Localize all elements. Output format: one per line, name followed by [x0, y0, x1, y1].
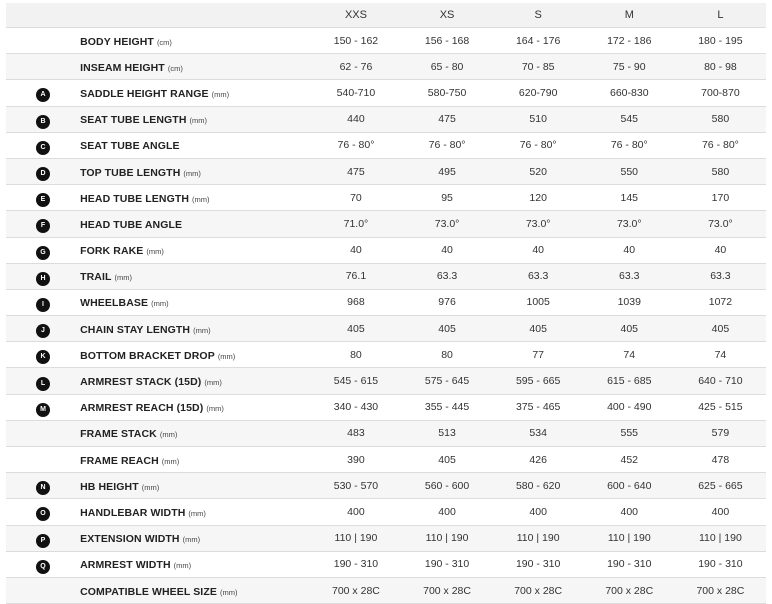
value-cell-xs: 355 - 445	[402, 394, 493, 420]
badge-cell	[6, 551, 80, 577]
value-cell-xs: 76 - 80°	[402, 132, 493, 158]
measurement-unit: (mm)	[151, 299, 169, 309]
badge-cell	[6, 420, 80, 446]
measurement-label-cell	[80, 499, 310, 525]
value-cell-xxs: 390	[310, 447, 401, 473]
value-cell-l: 190 - 310	[675, 551, 766, 577]
value-cell-m: 400 - 490	[584, 394, 675, 420]
measurement-label-cell	[80, 447, 310, 473]
table-row	[6, 525, 766, 551]
measurement-label-cell	[80, 420, 310, 446]
measurement-unit: (mm)	[183, 168, 201, 178]
value-cell-xs: 495	[402, 158, 493, 184]
value-cell-xs: 73.0°	[402, 211, 493, 237]
measurement-label-cell	[80, 80, 310, 106]
value-cell-xxs: 110 | 190	[310, 525, 401, 551]
measurement-letter-badge: B	[36, 115, 50, 129]
measurement-label-cell	[80, 106, 310, 132]
measurement-label: ARMREST REACH (15D)	[80, 402, 204, 415]
size-header-xxs: XXS	[310, 3, 401, 28]
table-row	[6, 577, 766, 603]
table-row	[6, 158, 766, 184]
measurement-unit: (mm)	[182, 535, 201, 545]
table-row	[6, 394, 766, 420]
table-row	[6, 28, 766, 54]
value-cell-xxs: 76 - 80°	[310, 132, 401, 158]
value-cell-l: 1072	[675, 289, 766, 315]
measurement-label-cell	[80, 525, 310, 551]
value-cell-s: 40	[493, 237, 584, 263]
badge-cell	[6, 158, 80, 184]
measurement-label-cell	[80, 185, 310, 211]
size-header-row	[6, 3, 766, 28]
measurement-letter-badge: I	[36, 298, 50, 312]
value-cell-xxs: 483	[310, 420, 401, 446]
value-cell-s: 77	[493, 342, 584, 368]
value-cell-l: 73.0°	[675, 211, 766, 237]
value-cell-l: 640 - 710	[675, 368, 766, 394]
value-cell-l: 625 - 665	[675, 473, 766, 499]
value-cell-l: 76 - 80°	[675, 132, 766, 158]
value-cell-m: 73.0°	[584, 211, 675, 237]
measurement-letter-badge: H	[36, 272, 50, 286]
measurement-unit: (mm)	[146, 247, 164, 257]
measurement-letter-badge: E	[36, 193, 50, 207]
measurement-label-cell	[80, 211, 310, 237]
value-cell-xs: 400	[402, 499, 493, 525]
measurement-label: TOP TUBE LENGTH	[80, 166, 181, 179]
measurement-label-cell	[80, 158, 310, 184]
badge-cell	[6, 211, 80, 237]
badge-cell	[6, 577, 80, 603]
badge-cell	[6, 316, 80, 342]
measurement-letter-badge: C	[36, 141, 50, 155]
badge-cell	[6, 368, 80, 394]
measurement-label: COMPATIBLE WHEEL SIZE	[80, 585, 217, 598]
value-cell-xs: 475	[402, 106, 493, 132]
measurement-label: FORK RAKE	[80, 245, 144, 258]
measurement-unit: (mm)	[193, 325, 211, 335]
value-cell-s: 120	[493, 185, 584, 211]
value-cell-xxs: 340 - 430	[310, 394, 401, 420]
badge-cell	[6, 28, 80, 54]
value-cell-xs: 110 | 190	[402, 525, 493, 551]
badge-cell	[6, 263, 80, 289]
value-cell-l: 580	[675, 106, 766, 132]
value-cell-m: 400	[584, 499, 675, 525]
value-cell-s: 190 - 310	[493, 551, 584, 577]
measurement-unit: (mm)	[211, 89, 230, 99]
value-cell-xxs: 80	[310, 342, 401, 368]
value-cell-l: 700 x 28C	[675, 577, 766, 603]
measurement-label: SEAT TUBE ANGLE	[80, 140, 180, 153]
measurement-label-cell	[80, 237, 310, 263]
value-cell-xxs: 150 - 162	[310, 28, 401, 54]
value-cell-s: 400	[493, 499, 584, 525]
table-row	[6, 473, 766, 499]
table-row	[6, 551, 766, 577]
value-cell-l: 580	[675, 158, 766, 184]
badge-cell	[6, 54, 80, 80]
measurement-unit: (mm)	[141, 482, 160, 492]
measurement-letter-badge: N	[36, 481, 50, 495]
measurement-unit: (mm)	[114, 273, 133, 283]
measurement-letter-badge: A	[36, 88, 50, 102]
value-cell-s: 580 - 620	[493, 473, 584, 499]
value-cell-xxs: 545 - 615	[310, 368, 401, 394]
measurement-unit: (mm)	[192, 194, 210, 204]
measurement-label-cell	[80, 551, 310, 577]
value-cell-m: 110 | 190	[584, 525, 675, 551]
value-cell-xs: 405	[402, 447, 493, 473]
measurement-label: HB HEIGHT	[80, 480, 139, 493]
value-cell-m: 405	[584, 316, 675, 342]
value-cell-xxs: 62 - 76	[310, 54, 401, 80]
table-row	[6, 447, 766, 473]
measurement-unit: (mm)	[188, 508, 206, 518]
measurement-label: HEAD TUBE LENGTH	[80, 192, 190, 205]
value-cell-s: 164 - 176	[493, 28, 584, 54]
value-cell-xs: 580-750	[402, 80, 493, 106]
measurement-letter-badge: P	[36, 534, 50, 548]
header-blank-label	[80, 3, 310, 28]
value-cell-l: 74	[675, 342, 766, 368]
measurement-label: ARMREST STACK (15D)	[80, 376, 202, 389]
value-cell-xs: 65 - 80	[402, 54, 493, 80]
size-header-xs: XS	[402, 3, 493, 28]
badge-cell	[6, 447, 80, 473]
badge-cell	[6, 342, 80, 368]
measurement-label-cell	[80, 54, 310, 80]
value-cell-s: 405	[493, 316, 584, 342]
value-cell-s: 620-790	[493, 80, 584, 106]
table-row	[6, 289, 766, 315]
table-row	[6, 185, 766, 211]
measurement-unit: (mm)	[173, 561, 192, 571]
measurement-unit: (cm)	[156, 37, 172, 47]
measurement-label: TRAIL	[80, 271, 112, 284]
badge-cell	[6, 80, 80, 106]
badge-cell	[6, 473, 80, 499]
measurement-label-cell	[80, 394, 310, 420]
value-cell-l: 425 - 515	[675, 394, 766, 420]
value-cell-l: 405	[675, 316, 766, 342]
value-cell-xs: 513	[402, 420, 493, 446]
value-cell-xs: 40	[402, 237, 493, 263]
value-cell-xxs: 405	[310, 316, 401, 342]
value-cell-xs: 63.3	[402, 263, 493, 289]
badge-cell	[6, 394, 80, 420]
value-cell-s: 110 | 190	[493, 525, 584, 551]
measurement-letter-badge: D	[36, 167, 50, 181]
measurement-unit: (mm)	[159, 430, 178, 440]
value-cell-s: 510	[493, 106, 584, 132]
measurement-label: CHAIN STAY LENGTH	[80, 323, 191, 336]
value-cell-s: 1005	[493, 289, 584, 315]
geometry-table-body	[6, 28, 766, 604]
value-cell-m: 600 - 640	[584, 473, 675, 499]
measurement-label-cell	[80, 342, 310, 368]
measurement-letter-badge: J	[36, 324, 50, 338]
value-cell-xs: 156 - 168	[402, 28, 493, 54]
value-cell-s: 700 x 28C	[493, 577, 584, 603]
value-cell-xxs: 540-710	[310, 80, 401, 106]
value-cell-m: 145	[584, 185, 675, 211]
value-cell-xxs: 530 - 570	[310, 473, 401, 499]
value-cell-xxs: 440	[310, 106, 401, 132]
value-cell-xs: 976	[402, 289, 493, 315]
measurement-label-cell	[80, 577, 310, 603]
value-cell-xs: 190 - 310	[402, 551, 493, 577]
table-row	[6, 499, 766, 525]
value-cell-l: 700-870	[675, 80, 766, 106]
value-cell-m: 63.3	[584, 263, 675, 289]
value-cell-s: 426	[493, 447, 584, 473]
value-cell-l: 400	[675, 499, 766, 525]
badge-cell	[6, 106, 80, 132]
value-cell-l: 170	[675, 185, 766, 211]
value-cell-xxs: 40	[310, 237, 401, 263]
table-row	[6, 420, 766, 446]
header-blank-badge	[6, 3, 80, 28]
value-cell-xxs: 71.0°	[310, 211, 401, 237]
measurement-unit: (mm)	[161, 456, 180, 466]
measurement-label: HANDLEBAR WIDTH	[80, 506, 186, 519]
measurement-label: SEAT TUBE LENGTH	[80, 114, 187, 127]
value-cell-s: 76 - 80°	[493, 132, 584, 158]
value-cell-l: 180 - 195	[675, 28, 766, 54]
measurement-label-cell	[80, 368, 310, 394]
measurement-unit: (mm)	[204, 378, 222, 388]
size-header-s: S	[493, 3, 584, 28]
geometry-table	[6, 3, 766, 604]
measurement-letter-badge: O	[36, 507, 50, 521]
measurement-label-cell	[80, 28, 310, 54]
measurement-label: FRAME REACH	[80, 454, 159, 467]
badge-cell	[6, 132, 80, 158]
table-row	[6, 106, 766, 132]
value-cell-xxs: 70	[310, 185, 401, 211]
table-row	[6, 368, 766, 394]
badge-cell	[6, 525, 80, 551]
value-cell-xxs: 968	[310, 289, 401, 315]
measurement-label: ARMREST WIDTH	[80, 559, 171, 572]
badge-cell	[6, 185, 80, 211]
value-cell-xxs: 475	[310, 158, 401, 184]
measurement-letter-badge: Q	[36, 560, 50, 574]
measurement-unit: (mm)	[189, 116, 207, 126]
badge-cell	[6, 237, 80, 263]
value-cell-xxs: 76.1	[310, 263, 401, 289]
value-cell-m: 40	[584, 237, 675, 263]
value-cell-l: 478	[675, 447, 766, 473]
measurement-letter-badge: G	[36, 246, 50, 260]
measurement-label-cell	[80, 473, 310, 499]
measurement-label-cell	[80, 289, 310, 315]
value-cell-s: 520	[493, 158, 584, 184]
measurement-label: HEAD TUBE ANGLE	[80, 218, 183, 231]
value-cell-xs: 405	[402, 316, 493, 342]
value-cell-xs: 700 x 28C	[402, 577, 493, 603]
measurement-label: BODY HEIGHT	[80, 35, 154, 48]
value-cell-m: 75 - 90	[584, 54, 675, 80]
value-cell-m: 555	[584, 420, 675, 446]
value-cell-xxs: 700 x 28C	[310, 577, 401, 603]
measurement-label: SADDLE HEIGHT RANGE	[80, 87, 209, 100]
value-cell-s: 63.3	[493, 263, 584, 289]
value-cell-m: 76 - 80°	[584, 132, 675, 158]
value-cell-s: 73.0°	[493, 211, 584, 237]
table-row	[6, 54, 766, 80]
measurement-unit: (mm)	[206, 404, 224, 414]
value-cell-m: 74	[584, 342, 675, 368]
badge-cell	[6, 499, 80, 525]
value-cell-s: 70 - 85	[493, 54, 584, 80]
size-header-l: L	[675, 3, 766, 28]
measurement-label-cell	[80, 263, 310, 289]
table-row	[6, 211, 766, 237]
value-cell-m: 1039	[584, 289, 675, 315]
table-row	[6, 342, 766, 368]
badge-cell	[6, 289, 80, 315]
measurement-label: INSEAM HEIGHT	[80, 61, 165, 74]
value-cell-xs: 80	[402, 342, 493, 368]
value-cell-m: 545	[584, 106, 675, 132]
value-cell-s: 534	[493, 420, 584, 446]
measurement-unit: (mm)	[217, 351, 236, 361]
value-cell-l: 80 - 98	[675, 54, 766, 80]
measurement-letter-badge: M	[36, 403, 50, 417]
value-cell-xs: 575 - 645	[402, 368, 493, 394]
value-cell-m: 550	[584, 158, 675, 184]
value-cell-m: 190 - 310	[584, 551, 675, 577]
measurement-letter-badge: F	[36, 219, 50, 233]
value-cell-s: 595 - 665	[493, 368, 584, 394]
measurement-label-cell	[80, 132, 310, 158]
measurement-label: FRAME STACK	[80, 428, 157, 441]
table-row	[6, 80, 766, 106]
value-cell-m: 660-830	[584, 80, 675, 106]
value-cell-m: 615 - 685	[584, 368, 675, 394]
size-header-m: M	[584, 3, 675, 28]
value-cell-l: 579	[675, 420, 766, 446]
value-cell-l: 110 | 190	[675, 525, 766, 551]
measurement-label: EXTENSION WIDTH	[80, 533, 180, 546]
value-cell-m: 452	[584, 447, 675, 473]
value-cell-s: 375 - 465	[493, 394, 584, 420]
measurement-label: WHEELBASE	[80, 297, 149, 310]
value-cell-xxs: 190 - 310	[310, 551, 401, 577]
measurement-letter-badge: K	[36, 350, 50, 364]
measurement-label-cell	[80, 316, 310, 342]
table-row	[6, 316, 766, 342]
value-cell-l: 63.3	[675, 263, 766, 289]
measurement-unit: (mm)	[219, 587, 238, 597]
value-cell-m: 172 - 186	[584, 28, 675, 54]
table-row	[6, 237, 766, 263]
value-cell-xs: 560 - 600	[402, 473, 493, 499]
value-cell-m: 700 x 28C	[584, 577, 675, 603]
measurement-letter-badge: L	[36, 377, 50, 391]
table-row	[6, 263, 766, 289]
measurement-label: BOTTOM BRACKET DROP	[80, 349, 215, 362]
value-cell-l: 40	[675, 237, 766, 263]
value-cell-xxs: 400	[310, 499, 401, 525]
measurement-unit: (cm)	[167, 63, 183, 73]
table-row	[6, 132, 766, 158]
value-cell-xs: 95	[402, 185, 493, 211]
